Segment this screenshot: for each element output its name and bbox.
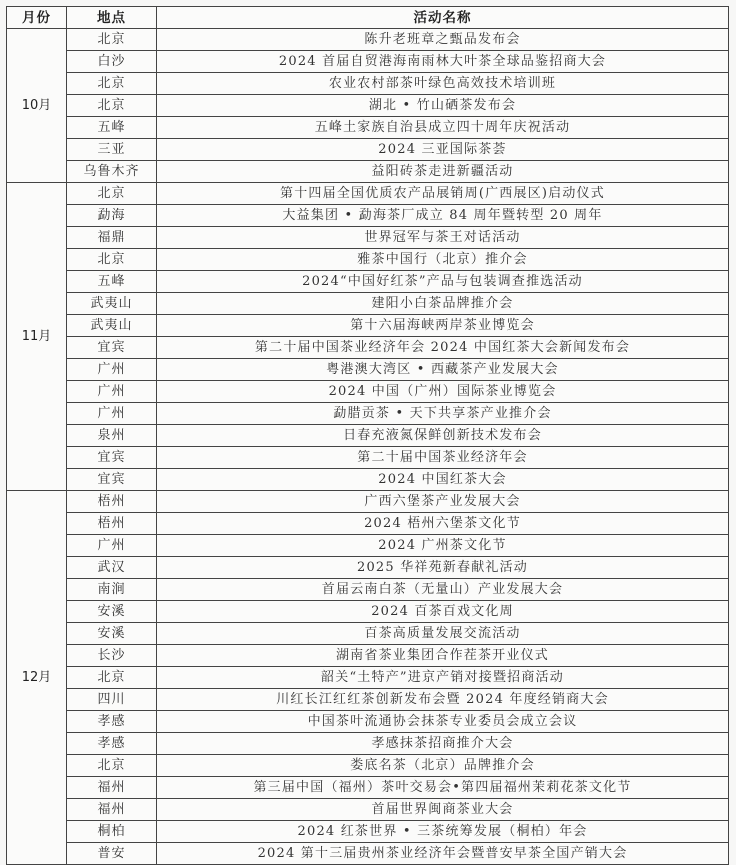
table-row [7,733,729,755]
table-row [7,227,729,249]
place-cell: 广州 [67,403,157,425]
event-name-cell: 湖南省茶业集团合作茬茶开业仪式 [157,645,729,667]
place-cell: 安溪 [67,601,157,623]
event-name-cell: 农业农村部茶叶绿色高效技术培训班 [157,73,729,95]
event-name-cell: 第三届中国（福州）茶叶交易会•第四届福州茉莉花茶文化节 [157,777,729,799]
event-name-cell: 第十四届全国优质农产品展销周(广西展区)启动仪式 [157,183,729,205]
place-cell: 梧州 [67,513,157,535]
place-cell: 北京 [67,95,157,117]
event-name-cell: 建阳小白茶品牌推介会 [157,293,729,315]
table-row [7,491,729,513]
table-row [7,557,729,579]
table-row [7,315,729,337]
event-name-cell: 广西六堡茶产业发展大会 [157,491,729,513]
table-row [7,337,729,359]
table-row [7,513,729,535]
table-row [7,29,729,51]
event-name-cell: 世界冠军与茶王对话活动 [157,227,729,249]
place-cell: 泉州 [67,425,157,447]
event-name-cell: 2024 广州茶文化节 [157,535,729,557]
table-row [7,799,729,821]
event-name-cell: 百茶高质量发展交流活动 [157,623,729,645]
event-name-cell: 2025 华祥苑新春献礼活动 [157,557,729,579]
place-cell: 广州 [67,359,157,381]
table-row [7,161,729,183]
place-cell: 孝感 [67,711,157,733]
table-row [7,73,729,95]
place-cell: 福鼎 [67,227,157,249]
event-name-cell: 2024 第十三届贵州茶业经济年会暨普安早茶全国产销大会 [157,843,729,865]
event-name-cell: 2024 百茶百戏文化周 [157,601,729,623]
place-cell: 宜宾 [67,447,157,469]
event-name-cell: 首届世界闽商茶业大会 [157,799,729,821]
place-cell: 北京 [67,183,157,205]
event-name-cell: 娄底名茶（北京）品牌推介会 [157,755,729,777]
table-row [7,623,729,645]
place-cell: 北京 [67,755,157,777]
place-cell: 五峰 [67,271,157,293]
table-row [7,667,729,689]
place-cell: 四川 [67,689,157,711]
table-row [7,95,729,117]
table-row [7,755,729,777]
event-name-cell: 第二十届中国茶业经济年会 [157,447,729,469]
month-cell: 12月 [7,491,67,865]
table-row [7,777,729,799]
event-name-cell: 陈升老班章之甄品发布会 [157,29,729,51]
table-row [7,51,729,73]
event-name-cell: 湖北 • 竹山硒茶发布会 [157,95,729,117]
place-cell: 孝感 [67,733,157,755]
table-row [7,645,729,667]
place-cell: 北京 [67,73,157,95]
table-row [7,447,729,469]
table-row [7,249,729,271]
place-cell: 安溪 [67,623,157,645]
header-month: 月份 [7,7,67,29]
event-name-cell: 益阳砖茶走进新疆活动 [157,161,729,183]
month-cell: 10月 [7,29,67,183]
event-name-cell: 2024 中国红茶大会 [157,469,729,491]
event-name-cell: 2024 首届自贸港海南雨林大叶茶全球品鉴招商大会 [157,51,729,73]
header-name: 活动名称 [157,7,729,29]
table-row [7,535,729,557]
table-row [7,205,729,227]
event-name-cell: 第二十届中国茶业经济年会 2024 中国红茶大会新闻发布会 [157,337,729,359]
event-name-cell: 首届云南白茶（无量山）产业发展大会 [157,579,729,601]
event-name-cell: 中国茶叶流通协会抹茶专业委员会成立会议 [157,711,729,733]
header-place: 地点 [67,7,157,29]
event-name-cell: 日春充液氮保鲜创新技术发布会 [157,425,729,447]
event-name-cell: 2024 红茶世界 • 三茶统筹发展（桐柏）年会 [157,821,729,843]
place-cell: 北京 [67,667,157,689]
event-name-cell: 韶关“土特产”进京产销对接暨招商活动 [157,667,729,689]
place-cell: 梧州 [67,491,157,513]
place-cell: 广州 [67,381,157,403]
events-table [6,6,729,865]
place-cell: 五峰 [67,117,157,139]
table-row [7,271,729,293]
event-name-cell: 勐腊贡茶 • 天下共享茶产业推介会 [157,403,729,425]
event-name-cell: 孝感抹茶招商推介大会 [157,733,729,755]
table-row [7,403,729,425]
table-row [7,381,729,403]
place-cell: 勐海 [67,205,157,227]
place-cell: 宜宾 [67,469,157,491]
event-name-cell: 2024“中国好红茶”产品与包装调查推选活动 [157,271,729,293]
place-cell: 广州 [67,535,157,557]
place-cell: 福州 [67,799,157,821]
table-row [7,117,729,139]
event-name-cell: 雅茶中国行（北京）推介会 [157,249,729,271]
event-name-cell: 五峰土家族自治县成立四十周年庆祝活动 [157,117,729,139]
table-row [7,183,729,205]
event-name-cell: 2024 三亚国际茶荟 [157,139,729,161]
table-row [7,689,729,711]
place-cell: 普安 [67,843,157,865]
table-row [7,425,729,447]
place-cell: 南涧 [67,579,157,601]
event-name-cell: 2024 梧州六堡茶文化节 [157,513,729,535]
event-name-cell: 2024 中国（广州）国际茶业博览会 [157,381,729,403]
place-cell: 白沙 [67,51,157,73]
header-row [7,7,729,29]
place-cell: 福州 [67,777,157,799]
month-cell: 11月 [7,183,67,491]
place-cell: 桐柏 [67,821,157,843]
place-cell: 北京 [67,249,157,271]
event-name-cell: 大益集团 • 勐海茶厂成立 84 周年暨转型 20 周年 [157,205,729,227]
table-row [7,139,729,161]
table-row [7,359,729,381]
place-cell: 武夷山 [67,293,157,315]
table-row [7,469,729,491]
table-row [7,579,729,601]
table-row [7,293,729,315]
table-row [7,601,729,623]
table-row [7,711,729,733]
place-cell: 长沙 [67,645,157,667]
events-table-container [6,6,729,865]
place-cell: 武夷山 [67,315,157,337]
place-cell: 三亚 [67,139,157,161]
place-cell: 北京 [67,29,157,51]
table-body [7,29,729,865]
place-cell: 乌鲁木齐 [67,161,157,183]
event-name-cell: 粤港澳大湾区 • 西藏茶产业发展大会 [157,359,729,381]
event-name-cell: 第十六届海峡两岸茶业博览会 [157,315,729,337]
table-row [7,843,729,865]
event-name-cell: 川红长江红红茶创新发布会暨 2024 年度经销商大会 [157,689,729,711]
place-cell: 武汉 [67,557,157,579]
table-row [7,821,729,843]
place-cell: 宜宾 [67,337,157,359]
